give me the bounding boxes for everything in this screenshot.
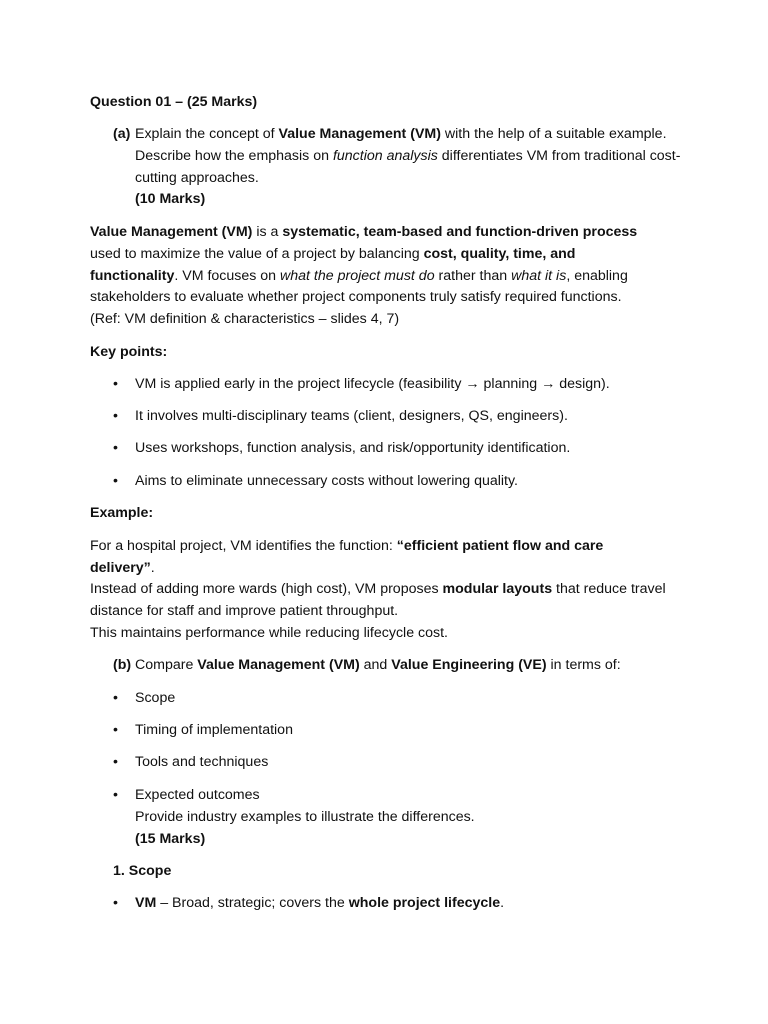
list-item: • Expected outcomes Provide industry examples to illustrate the differences. (15 Marks) — [113, 787, 475, 847]
part-a-label: (a) — [113, 126, 131, 142]
part-b-question: (b) Compare Value Management (VM) and Value Engineering (VE) in terms of: — [113, 655, 688, 677]
list-item: • Tools and techniques — [113, 752, 688, 774]
part-a-question: (a) Explain the concept of Value Management (VM) with the help of a suitable example. Describe how the emphasis on function analysis differentiates VM from traditional cost-cutting approaches. (10 Marks) — [113, 126, 681, 208]
part-a-marks: (10 Marks) — [135, 191, 206, 208]
example-paragraph-1: For a hospital project, VM identifies the function: “efficient patient flow and care delivery”. — [90, 538, 604, 576]
example-paragraph-2: Instead of adding more wards (high cost), VM proposes modular layouts that reduce travel distance for staff and improve patient throughput. This maintains performance while reducing lifecycle cost. — [90, 581, 666, 641]
bullet-icon: • — [113, 722, 118, 738]
bullet-icon: • — [113, 376, 118, 392]
bullet-icon: • — [113, 787, 118, 803]
bullet-icon: • — [113, 754, 118, 770]
list-item: • Timing of implementation — [113, 720, 688, 742]
scope-heading: 1. Scope — [113, 863, 172, 879]
question-title: Question 01 – (25 Marks) — [90, 94, 258, 110]
part-b-marks: (15 Marks) — [135, 830, 206, 847]
list-item: • VM – Broad, strategic; covers the whole project lifecycle. — [113, 893, 688, 915]
list-item: • Uses workshops, function analysis, and risk/opportunity identification. — [113, 438, 688, 460]
reference-note: (Ref: VM definition & characteristics – slides 4, 7) — [90, 311, 400, 328]
bullet-icon: • — [113, 473, 118, 489]
key-points-heading: Key points: — [90, 344, 168, 360]
bullet-icon: • — [113, 440, 118, 456]
bullet-icon: • — [113, 690, 118, 706]
bullet-icon: • — [113, 408, 118, 424]
list-item: • VM is applied early in the project lifecycle (feasibility → planning → design). — [113, 374, 688, 396]
vm-definition: Value Management (VM) is a systematic, team-based and function-driven process used to maximize the value of a project by balancing cost, quality, time, and functionality. VM focuses on what the project must do rather than what it is, enabling stakeholders to evaluate whether project components truly satisfy required functions. (Ref: VM definition & characteristics – slides 4, 7) — [90, 224, 638, 328]
bullet-icon: • — [113, 895, 118, 911]
list-item: • Aims to eliminate unnecessary costs without lowering quality. — [113, 471, 688, 493]
list-item: • Scope — [113, 688, 688, 710]
part-b-note: Provide industry examples to illustrate the differences. — [135, 808, 475, 825]
part-b-label: (b) — [113, 657, 132, 673]
example-heading: Example: — [90, 505, 154, 521]
list-item: • It involves multi-disciplinary teams (client, designers, QS, engineers). — [113, 406, 688, 428]
